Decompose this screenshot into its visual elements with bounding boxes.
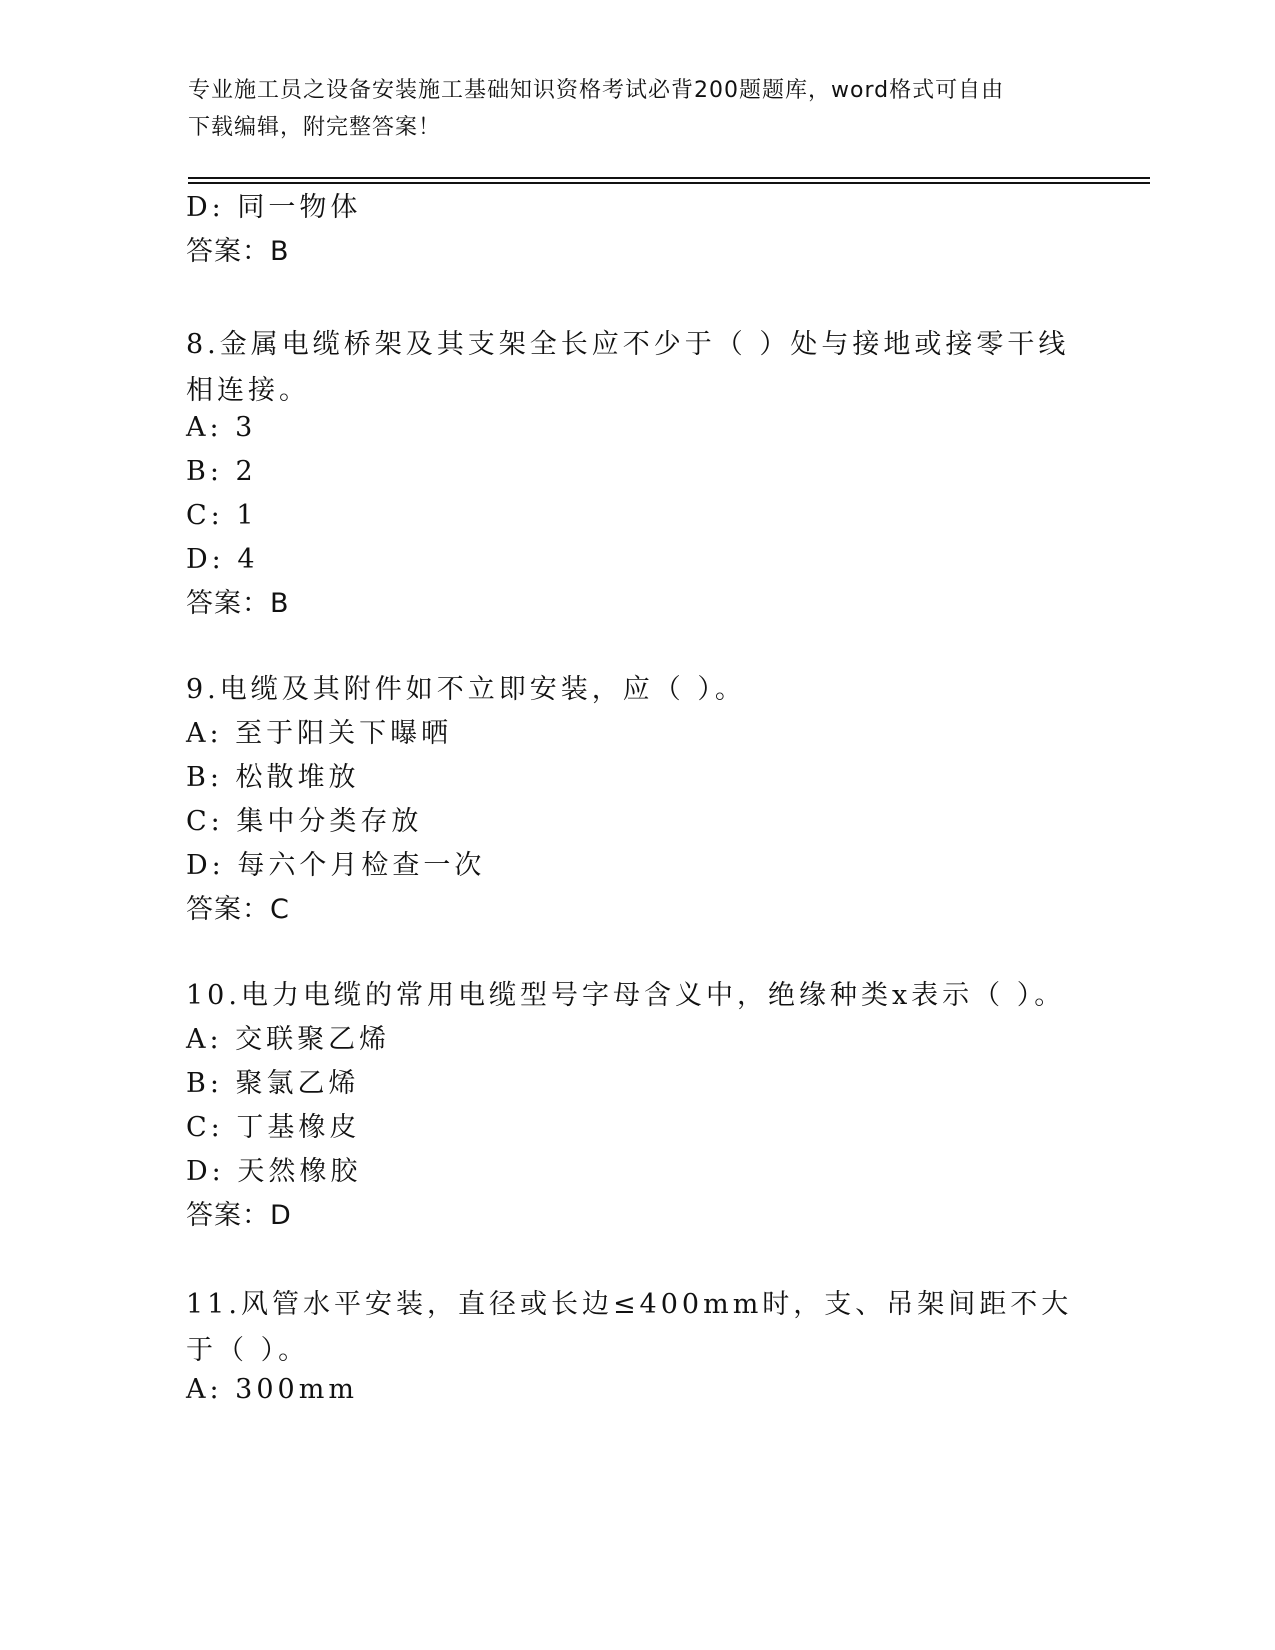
question-9-option-c: C: 集中分类存放: [186, 806, 423, 837]
prev-answer: 答案：B: [186, 236, 290, 267]
question-8-answer: 答案：B: [186, 588, 290, 619]
header-rule-bottom: [188, 182, 1150, 184]
question-10-option-c: C: 丁基橡皮: [186, 1112, 361, 1143]
question-9-option-d: D: 每六个月检查一次: [186, 850, 486, 881]
header-line-2: 下载编辑，附完整答案！: [188, 115, 442, 140]
question-11-option-a: A: 300mm: [186, 1374, 358, 1405]
question-8-option-a: A: 3: [186, 412, 257, 443]
question-9-option-b: B: 松散堆放: [186, 762, 360, 793]
prev-option-d: D: 同一物体: [186, 192, 362, 223]
document-header: [188, 72, 1088, 146]
question-10-answer: 答案：D: [186, 1200, 292, 1231]
question-10-option-b: B: 聚氯乙烯: [186, 1068, 360, 1099]
header-line-1: 专业施工员之设备安装施工基础知识资格考试必背200题题库，word格式可自由: [188, 78, 1005, 103]
question-11-text: 11.风管水平安装，直径或长边≤400mm时，支、吊架间距不大于（ ）。: [186, 1289, 1073, 1366]
question-8-option-b: B: 2: [186, 456, 257, 487]
question-10-option-d: D: 天然橡胶: [186, 1156, 362, 1187]
question-9-option-a: A: 至于阳关下曝晒: [186, 718, 453, 749]
question-8-option-d: D: 4: [186, 544, 259, 575]
question-9-answer: 答案：C: [186, 894, 290, 925]
question-10-option-a: A: 交联聚乙烯: [186, 1024, 391, 1055]
question-8-text: 8.金属电缆桥架及其支架全长应不少于（ ）处与接地或接零干线相连接。: [186, 329, 1070, 406]
question-8-option-c: C: 1: [186, 500, 258, 531]
header-rule-top: [188, 177, 1150, 179]
question-9-text: 9.电缆及其附件如不立即安装，应（ ）。: [186, 674, 746, 705]
question-10-text: 10.电力电缆的常用电缆型号字母含义中，绝缘种类x表示（ ）。: [186, 980, 1066, 1011]
